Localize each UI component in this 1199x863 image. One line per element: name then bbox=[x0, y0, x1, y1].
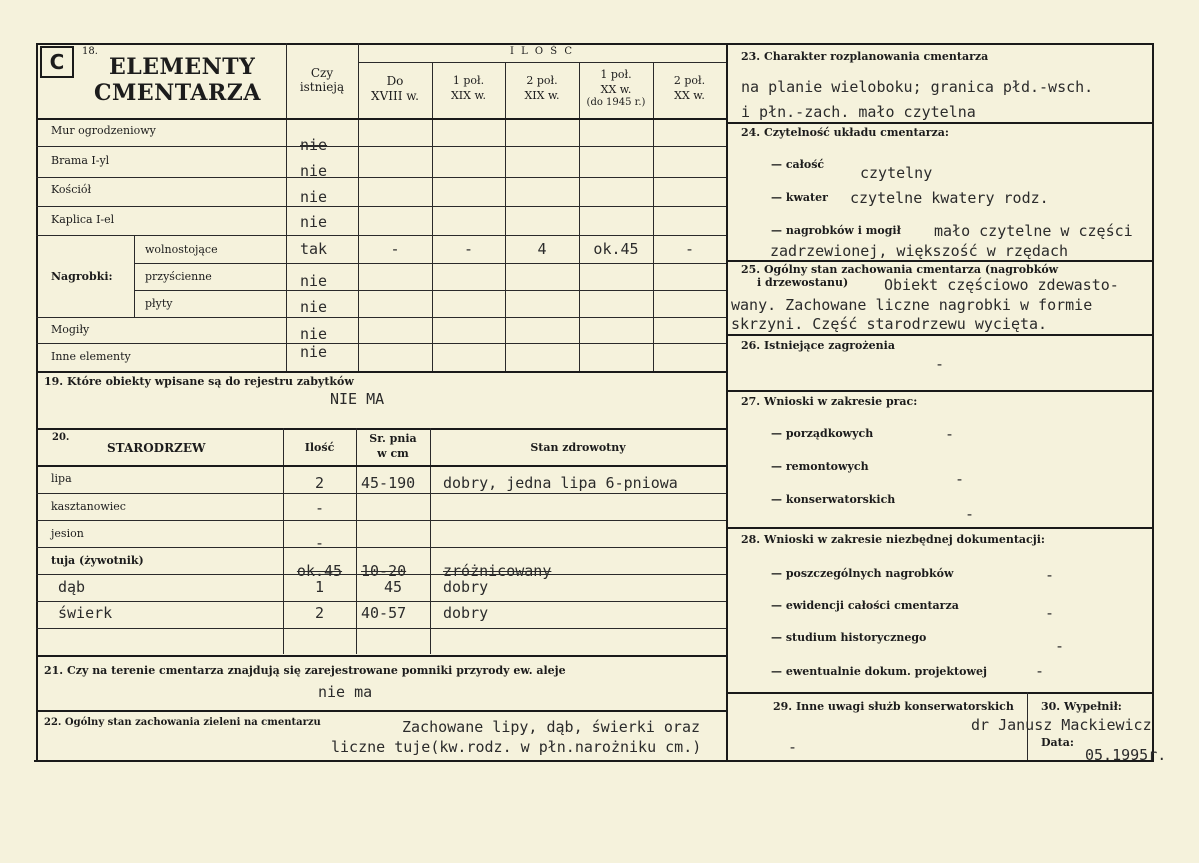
s29-label: 29. Inne uwagi służb konserwatorskich bbox=[773, 700, 1014, 713]
s30-date: 05.1995r. bbox=[1085, 746, 1167, 764]
qty-2pol-xx: - bbox=[684, 240, 695, 258]
s27-porzadkowych-value: - bbox=[945, 425, 955, 443]
frame-top bbox=[36, 43, 1154, 45]
period-line: XVIII w. bbox=[371, 89, 419, 103]
frame-right bbox=[1152, 43, 1154, 760]
tree-stan-lipa: dobry, jedna lipa 6-pniowa bbox=[443, 474, 678, 492]
qty-do-xviii: - bbox=[390, 240, 400, 258]
rule bbox=[36, 465, 726, 467]
rule bbox=[286, 43, 287, 371]
s21-value: nie ma bbox=[318, 683, 373, 701]
s28-studium-label: — studium historycznego bbox=[771, 631, 927, 644]
qty-2pol-xix: 4 bbox=[537, 240, 547, 258]
rule bbox=[134, 263, 726, 264]
s24-kwater-label: — kwater bbox=[771, 191, 828, 204]
s25-label-1: 25. Ogólny stan zachowania cmentarza (nagrobków bbox=[741, 263, 1059, 276]
s28-ewidencji-value: - bbox=[1045, 604, 1055, 622]
s28-nagrobkow-value: - bbox=[1045, 566, 1055, 584]
tree-stan-dab: dobry bbox=[443, 578, 489, 596]
period-line: 1 poł. bbox=[600, 68, 632, 81]
s29-value: - bbox=[788, 738, 798, 756]
s20-number: 20. bbox=[52, 432, 70, 443]
s22-label: 22. Ogólny stan zachowania zieleni na cmentarzu bbox=[44, 717, 321, 728]
s26-label: 26. Istniejące zagrożenia bbox=[741, 339, 895, 352]
s25-line1: Obiekt częściowo zdewasto- bbox=[884, 276, 1119, 294]
s28-projektowej-value: - bbox=[1035, 662, 1045, 680]
s27-label: 27. Wnioski w zakresie prac: bbox=[741, 395, 918, 408]
rule bbox=[36, 493, 726, 494]
rule bbox=[36, 520, 726, 521]
s22-line1: Zachowane lipy, dąb, świerki oraz bbox=[402, 718, 701, 736]
rule bbox=[36, 428, 726, 430]
value-przyscienne: nie bbox=[300, 272, 328, 290]
rule bbox=[579, 62, 580, 371]
rule bbox=[36, 177, 726, 178]
s20-title: STARODRZEW bbox=[107, 441, 206, 455]
tree-ilosc-swierk: 2 bbox=[314, 604, 325, 622]
period-line: XX w. bbox=[600, 83, 632, 96]
rule bbox=[36, 343, 726, 344]
value-kaplica: nie bbox=[300, 213, 328, 231]
period-line: 2 poł. bbox=[673, 74, 706, 87]
tree-stan-tuja: zróżnicowany bbox=[443, 562, 552, 580]
tree-label-dab: dąb bbox=[58, 578, 86, 596]
row-label-inne: Inne elementy bbox=[51, 350, 131, 363]
s25-line2: wany. Zachowane liczne nagrobki w formie bbox=[731, 296, 1093, 314]
rule bbox=[36, 710, 726, 712]
qty-1pol-xx: ok.45 bbox=[593, 240, 639, 258]
s27-konserwatorskich-value: - bbox=[965, 505, 975, 523]
s30-label: 30. Wypełnił: bbox=[1041, 700, 1122, 713]
row-label-kaplica: Kaplica I-el bbox=[51, 213, 115, 226]
s28-label: 28. Wnioski w zakresie niezbędnej dokumentacji: bbox=[741, 533, 1045, 546]
tree-stan-swierk: dobry bbox=[443, 604, 489, 622]
s20-col-sr-1: Sr. pnia bbox=[369, 432, 417, 445]
rule bbox=[432, 62, 433, 371]
rule bbox=[36, 235, 726, 236]
tree-label-swierk: świerk bbox=[58, 604, 113, 622]
period-line: XIX w. bbox=[450, 89, 487, 102]
period-line: Do bbox=[386, 74, 404, 88]
row-label-wolnostojace: wolnostojące bbox=[145, 243, 218, 256]
tree-label-tuja: tuja (żywotnik) bbox=[51, 554, 144, 567]
value-brama: nie bbox=[300, 162, 328, 180]
rule bbox=[726, 260, 1152, 262]
section-18-number: 18. bbox=[82, 46, 98, 57]
period-line: XIX w. bbox=[524, 89, 560, 102]
rule bbox=[36, 628, 726, 629]
frame-left bbox=[36, 43, 38, 760]
value-kosciol: nie bbox=[300, 188, 328, 206]
title-line-1: ELEMENTY bbox=[109, 54, 256, 80]
rule bbox=[36, 206, 726, 207]
s30-name: dr Janusz Mackiewicz bbox=[971, 716, 1152, 734]
rule bbox=[505, 62, 506, 371]
rule bbox=[726, 527, 1152, 529]
tree-ilosc-jesion: - bbox=[314, 534, 325, 552]
s27-porzadkowych-label: — porządkowych bbox=[771, 427, 874, 440]
rule bbox=[134, 290, 726, 291]
rule bbox=[36, 146, 726, 147]
rule bbox=[430, 428, 431, 654]
rule bbox=[36, 547, 726, 548]
tree-sr-lipa: 45-190 bbox=[361, 474, 416, 492]
period-line: 1 poł. bbox=[452, 74, 485, 87]
s23-label: 23. Charakter rozplanowania cmentarza bbox=[741, 50, 989, 63]
frame-bottom bbox=[34, 760, 1154, 762]
s23-line1: na planie wieloboku; granica płd.-wsch. bbox=[741, 78, 1094, 96]
s24-label: 24. Czytelność układu cmentarza: bbox=[741, 126, 949, 139]
card-letter: C bbox=[40, 46, 74, 78]
row-label-kosciol: Kościół bbox=[51, 183, 92, 196]
s30-data-label: Data: bbox=[1041, 736, 1074, 749]
tree-ilosc-lipa: 2 bbox=[314, 474, 325, 492]
row-label-brama: Brama I-yl bbox=[51, 154, 110, 167]
row-label-plyty: płyty bbox=[145, 297, 173, 310]
row-label-mur: Mur ogrodzeniowy bbox=[51, 124, 156, 137]
s20-col-ilosc: Ilość bbox=[304, 441, 335, 454]
row-label-nagrobki: Nagrobki: bbox=[51, 270, 113, 283]
rule bbox=[36, 601, 726, 602]
rule bbox=[36, 118, 726, 120]
s19-label: 19. Które obiekty wpisane są do rejestru zabytków bbox=[44, 375, 354, 388]
ilosc-header: I L O Ś C bbox=[509, 46, 574, 57]
rule bbox=[726, 122, 1152, 124]
s20-col-sr-2: w cm bbox=[377, 447, 409, 460]
row-label-przyscienne: przyścienne bbox=[145, 270, 212, 283]
value-wolnostojace: tak bbox=[300, 240, 328, 258]
rule bbox=[726, 390, 1152, 392]
qty-1pol-xix: - bbox=[463, 240, 474, 258]
rule bbox=[358, 62, 726, 63]
s26-value: - bbox=[935, 355, 945, 373]
rule bbox=[726, 334, 1152, 336]
s23-line2: i płn.-zach. mało czytelna bbox=[741, 103, 976, 121]
tree-ilosc-tuja: ok.45 bbox=[296, 562, 343, 580]
s25-label-2: i drzewostanu) bbox=[757, 276, 849, 289]
czy-istnieja-2: istnieją bbox=[299, 80, 345, 94]
s28-nagrobkow-label: — poszczególnych nagrobków bbox=[771, 567, 954, 580]
tree-ilosc-dab: 1 bbox=[314, 578, 325, 596]
rule bbox=[653, 62, 654, 371]
s27-konserwatorskich-label: — konserwatorskich bbox=[771, 493, 896, 506]
s24-calosc-value: czytelny bbox=[860, 164, 933, 182]
rule bbox=[356, 428, 357, 654]
row-label-mogily: Mogiły bbox=[51, 323, 90, 336]
tree-sr-tuja: 10-20 bbox=[361, 562, 407, 580]
s28-ewidencji-label: — ewidencji całości cmentarza bbox=[771, 599, 959, 612]
rule bbox=[36, 317, 726, 318]
s22-line2: liczne tuje(kw.rodz. w płn.narożniku cm.) bbox=[331, 738, 702, 756]
czy-istnieja-1: Czy bbox=[310, 66, 334, 80]
value-inne: nie bbox=[300, 343, 328, 361]
s19-value: NIE MA bbox=[330, 390, 385, 408]
s24-nagrobkow-value: mało czytelne w części bbox=[934, 222, 1133, 240]
rule bbox=[134, 235, 135, 317]
tree-label-jesion: jesion bbox=[51, 527, 84, 540]
rule bbox=[36, 371, 726, 373]
s20-col-stan: Stan zdrowotny bbox=[530, 441, 626, 454]
s24-nagrobkow-value2: zadrzewionej, większość w rzędach bbox=[770, 242, 1069, 260]
tree-sr-dab: 45 bbox=[383, 578, 403, 596]
s28-studium-value: - bbox=[1055, 637, 1065, 655]
title-line-2: CMENTARZA bbox=[94, 80, 261, 106]
tree-ilosc-kasztanowiec: - bbox=[314, 499, 325, 517]
s27-remontowych-value: - bbox=[955, 470, 965, 488]
tree-label-lipa: lipa bbox=[51, 472, 72, 485]
value-mogily: nie bbox=[300, 325, 328, 343]
tree-label-kasztanowiec: kasztanowiec bbox=[51, 500, 126, 513]
s25-line3: skrzyni. Część starodrzewu wycięta. bbox=[731, 315, 1048, 333]
value-mur: nie bbox=[300, 136, 328, 154]
period-line: (do 1945 r.) bbox=[586, 97, 646, 108]
period-line: XX w. bbox=[674, 89, 705, 102]
s28-projektowej-label: — ewentualnie dokum. projektowej bbox=[771, 665, 987, 678]
rule bbox=[726, 692, 1152, 694]
s24-kwater-value: czytelne kwatery rodz. bbox=[850, 189, 1049, 207]
value-plyty: nie bbox=[300, 298, 328, 316]
rule bbox=[36, 655, 726, 657]
s24-nagrobkow-label: — nagrobków i mogił bbox=[771, 224, 901, 237]
period-line: 2 poł. bbox=[526, 74, 558, 87]
tree-sr-swierk: 40-57 bbox=[361, 604, 407, 622]
s27-remontowych-label: — remontowych bbox=[771, 460, 869, 473]
s24-calosc-label: — całość bbox=[771, 158, 825, 171]
column-divider bbox=[726, 43, 728, 760]
s21-label: 21. Czy na terenie cmentarza znajdują się zarejestrowane pomniki przyrody ew. aleje bbox=[44, 664, 566, 677]
